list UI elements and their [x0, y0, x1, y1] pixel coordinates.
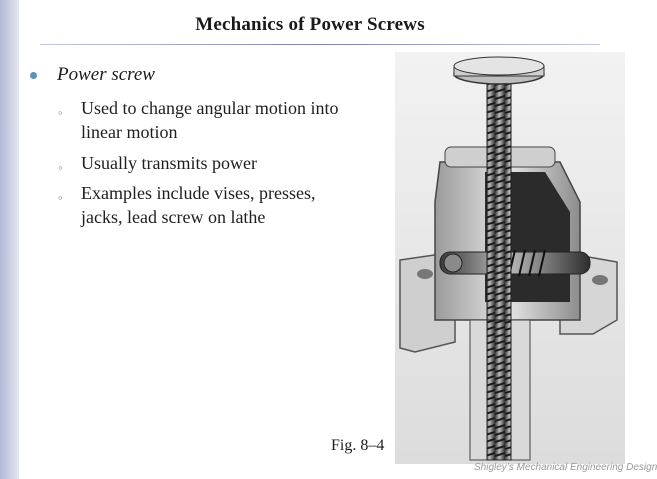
- load-pad-top: [454, 57, 544, 75]
- sub-bullet-ring-icon: ◦: [58, 105, 63, 120]
- bolt-hole-left: [417, 269, 433, 279]
- sub-bullet-line: Examples include vises, presses,: [81, 183, 316, 203]
- slide-title: Mechanics of Power Screws: [195, 14, 425, 35]
- slide-left-band: [0, 0, 19, 479]
- sub-bullet-line: linear motion: [81, 122, 178, 142]
- bullet-text: Power screw: [57, 64, 155, 85]
- bullet-dot-icon: [30, 72, 37, 79]
- sub-bullet-ring-icon: ◦: [58, 160, 63, 175]
- screw-lower: [487, 320, 511, 460]
- sub-bullet-line: Usually transmits power: [81, 153, 257, 173]
- screw-jack-illustration: [395, 52, 625, 464]
- screw-jack-figure: [395, 52, 625, 464]
- sub-bullet-line: Used to change angular motion into: [81, 98, 339, 118]
- shaft-end-left: [444, 254, 462, 272]
- sub-bullet-ring-icon: ◦: [58, 190, 63, 205]
- title-divider: [40, 44, 600, 45]
- figure-caption: Fig. 8–4: [331, 437, 385, 454]
- bolt-hole-right: [592, 275, 608, 285]
- slide-footer: Shigley’s Mechanical Engineering Design: [474, 462, 657, 473]
- sub-bullet-line: jacks, lead screw on lathe: [81, 207, 266, 227]
